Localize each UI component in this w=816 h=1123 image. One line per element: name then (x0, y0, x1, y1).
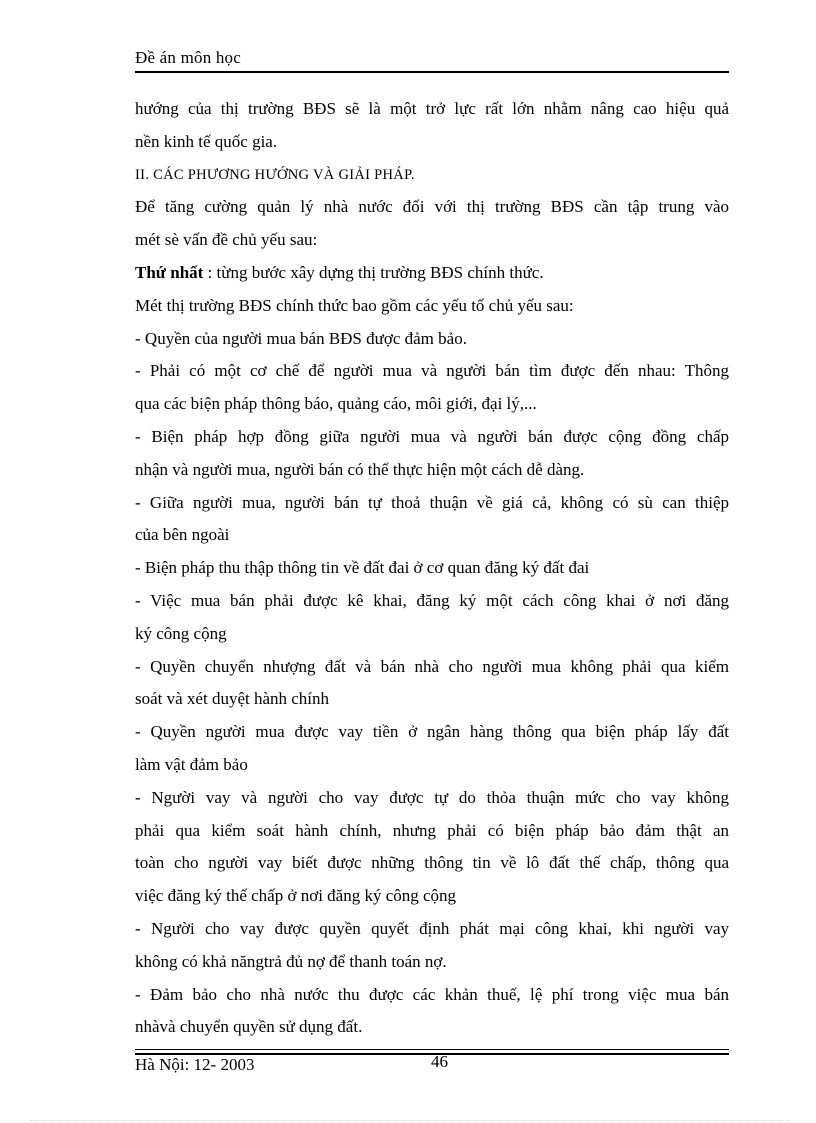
section-heading: II. CÁC PHƯƠNG HƯỚNG VÀ GIẢI PHÁP. (135, 166, 415, 183)
body-line: - Quyền người mua được vay tiền ở ngân hàng thông qua biện pháp lấy đất (135, 722, 729, 742)
footer-rule (135, 1049, 729, 1050)
header-rule (135, 71, 729, 73)
body-line: - Quyền chuyển nhượng đất và bán nhà cho người mua không phải qua kiểm (135, 656, 729, 676)
body-line: qua các biện pháp thông báo, quảng cáo, môi giới, đại lý,... (135, 394, 537, 414)
body-line: việc đăng ký thế chấp ở nơi đăng ký công cộng (135, 886, 457, 906)
body-line: hướng của thị trường BĐS sẽ là một trở lực rất lớn nhằm nâng cao hiệu quả (135, 99, 729, 118)
body-line: toàn cho người vay biết được những thông tin về lô đất thế chấp, thông qua (135, 853, 729, 873)
body-line: - Việc mua bán phải được kê khai, đăng ký một cách công khai ở nơi đăng (135, 590, 729, 610)
body-line: không có khả năngtrả đủ nợ để thanh toán nợ. (135, 951, 447, 971)
first-point-line (135, 257, 729, 290)
body-line: phải qua kiểm soát hành chính, nhưng phải có biện pháp bảo đảm thật an (135, 820, 729, 840)
body-line: nền kinh tế quốc gia. (135, 131, 278, 151)
header-title: Đề án môn học (135, 48, 241, 67)
body-line: - Người vay và người cho vay được tự do thỏa thuận mức cho vay không (135, 787, 729, 807)
page-number: 46 (431, 1052, 448, 1071)
body-line: ký công cộng (135, 623, 227, 643)
page-edge (30, 1120, 790, 1121)
body-line: - Đảm bảo cho nhà nước thu được các khản thuế, lệ phí trong việc mua bán (135, 984, 729, 1004)
body-line: - Phải có một cơ chế để người mua và người bán tìm được đến nhau: Thông (135, 361, 729, 381)
first-point-label: Thứ nhất (135, 262, 204, 282)
page-body (135, 93, 729, 1044)
body-line: mét sè vấn đề chủ yếu sau: (135, 230, 318, 250)
body-line: nhàvà chuyển quyền sử dụng đất. (135, 1017, 363, 1037)
body-line: làm vật đảm bảo (135, 754, 248, 774)
body-line: - Quyền của người mua bán BĐS được đảm bảo. (135, 328, 467, 348)
body-line: - Biện pháp thu thập thông tin về đất đai ở cơ quan đăng ký đất đai (135, 558, 590, 578)
body-line: soát và xét duyệt hành chính (135, 689, 330, 709)
body-line: Mét thị trường BĐS chính thức bao gồm các yếu tố chủ yếu sau: (135, 295, 574, 315)
body-line: của bên ngoài (135, 525, 230, 545)
body-line: Để tăng cường quản lý nhà nước đối với thị trường BĐS cần tập trung vào (135, 197, 729, 217)
body-line: - Giữa người mua, người bán tự thoả thuận về giá cả, không có sù can thiệp (135, 492, 729, 512)
footer-date: Hà Nội: 12- 2003 (135, 1055, 255, 1074)
body-line: - Biện pháp hợp đồng giữa người mua và người bán được cộng đồng chấp (135, 426, 729, 446)
body-line: nhận và người mua, người bán có thể thực hiện một cách dễ dàng. (135, 459, 585, 479)
body-line: - Người cho vay được quyền quyết định phát mại công khai, khi người vay (135, 918, 729, 938)
first-point-text: : từng bước xây dựng thị trường BĐS chính thức. (203, 262, 544, 282)
